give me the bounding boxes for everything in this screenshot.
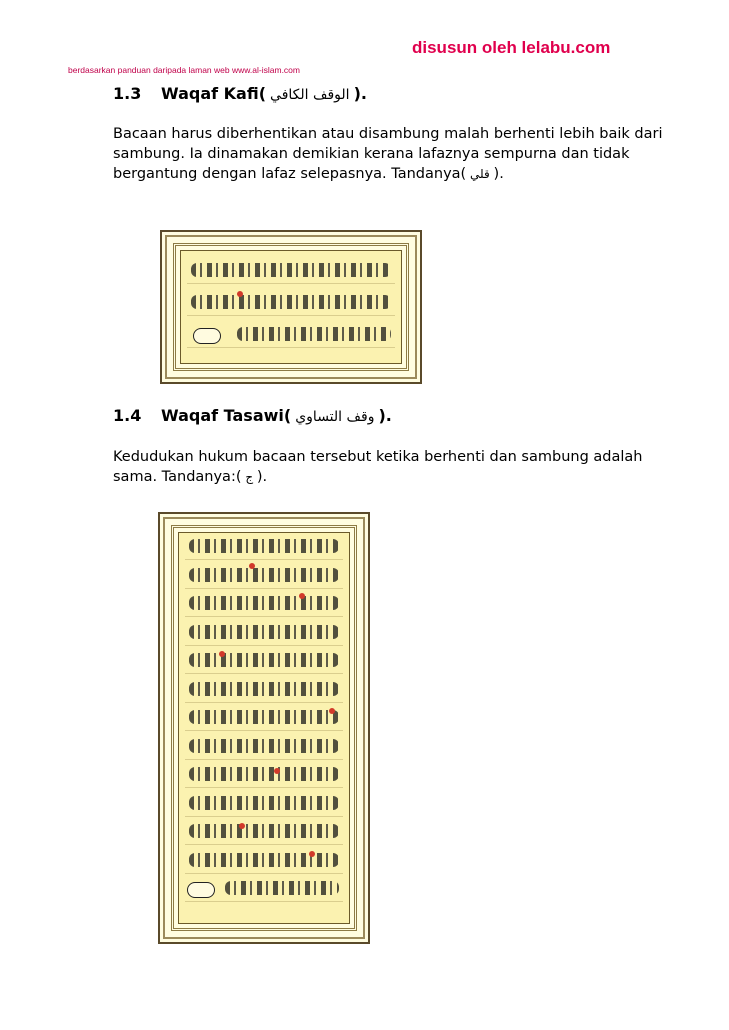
waqf-sign-marker — [237, 291, 243, 297]
section-14-number: 1.4 — [113, 406, 142, 425]
section-14-symbol: ج — [241, 470, 257, 484]
section-13-close: ). — [353, 84, 367, 103]
waqf-sign-marker — [274, 768, 280, 774]
section-13-heading — [113, 84, 367, 103]
verse-line — [185, 594, 343, 617]
verse-line — [185, 794, 343, 817]
section-14-arabic-title: وقف التساوي — [295, 409, 375, 425]
section-14-close: ). — [378, 406, 392, 425]
section-14-open: ( — [283, 406, 292, 425]
verse-line — [185, 851, 343, 874]
verse-line — [185, 566, 343, 589]
waqf-sign-marker — [249, 563, 255, 569]
section-13-body: Bacaan harus diberhentikan atau disambung malah berhenti lebih baik dari sambung. Ia dinamakan demikian kerana lafaznya sempurna dan tidak bergantung dengan lafaz selepasnya. Tandanya( — [113, 126, 663, 182]
section-13-open: ( — [258, 84, 267, 103]
section-14-paragraph — [113, 447, 673, 487]
ayah-number-marker — [193, 328, 221, 344]
waqf-sign-marker — [219, 651, 225, 657]
source-note: berdasarkan panduan daripada laman web www.al-islam.com — [68, 65, 300, 75]
section-14-heading — [113, 406, 392, 425]
section-14-title: Waqaf Tasawi — [161, 406, 284, 425]
section-13-arabic-title: الوقف الكافي — [270, 87, 350, 103]
verse-line — [187, 293, 395, 316]
waqf-sign-marker — [329, 708, 335, 714]
credit-text: disusun oleh lelabu.com — [412, 38, 611, 57]
verse-line — [187, 261, 395, 284]
verse-line — [185, 537, 343, 560]
verse-line — [185, 765, 343, 788]
verse-line — [185, 680, 343, 703]
waqf-sign-marker — [239, 823, 245, 829]
waqf-sign-marker — [299, 593, 305, 599]
verse-line — [185, 623, 343, 646]
waqf-sign-marker — [309, 851, 315, 857]
quran-verse-image-tasawi — [158, 512, 370, 944]
verse-line — [185, 651, 343, 674]
section-14-body: Kedudukan hukum bacaan tersebut ketika berhenti dan sambung adalah sama. Tandanya:( — [113, 449, 643, 485]
section-13-title: Waqaf Kafi — [161, 84, 259, 103]
ayah-number-marker — [187, 882, 215, 898]
section-13-paragraph — [113, 124, 673, 184]
section-13-number: 1.3 — [113, 84, 142, 103]
verse-line — [185, 708, 343, 731]
section-13-body-end: ). — [493, 166, 504, 182]
quran-verse-page — [180, 250, 402, 364]
verse-line — [185, 737, 343, 760]
quran-verse-page — [178, 532, 350, 924]
section-13-symbol: قلي — [466, 167, 494, 181]
section-14-body-end: ). — [256, 469, 268, 485]
quran-verse-image-kafi — [160, 230, 422, 384]
verse-line — [185, 822, 343, 845]
